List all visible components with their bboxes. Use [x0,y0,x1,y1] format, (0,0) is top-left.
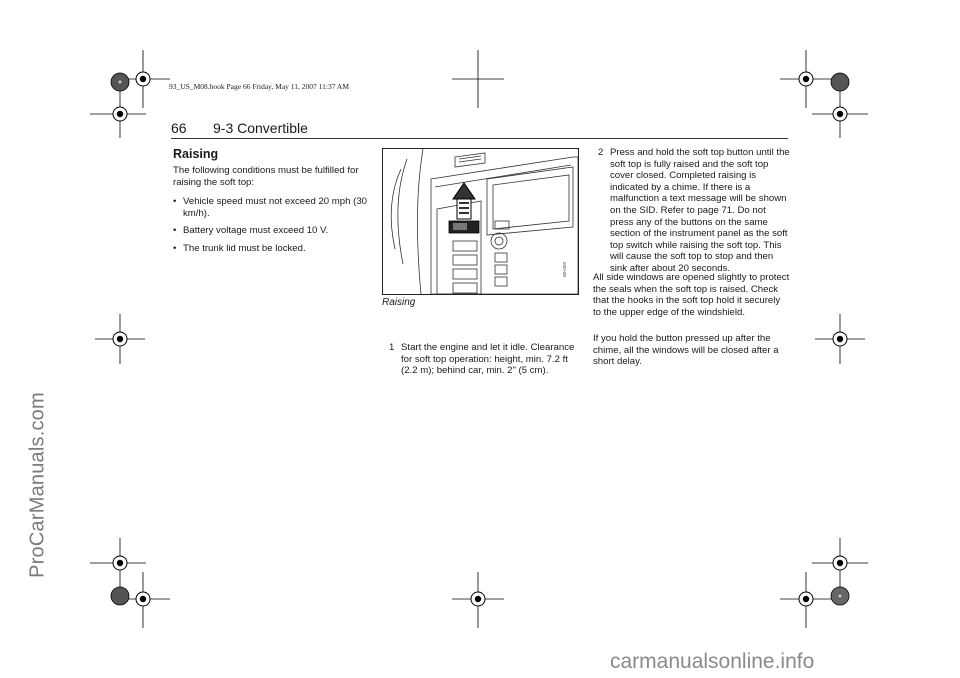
list-item: • Battery voltage must exceed 10 V. [173,225,373,237]
dashboard-curve [391,169,401,249]
side-watermark-text: ProCarManuals.com [26,392,49,578]
raise-arrow-icon [453,183,475,219]
bottom-watermark: carmanualsonline.info [610,650,815,673]
paragraph-windows: If you hold the button pressed up after the chime, all the windows will be closed after a short delay. [593,333,779,368]
list-item: • Vehicle speed must not exceed 20 mph (30 km/h). [173,196,373,219]
figure-code: IBH403 [562,261,567,277]
page-title: 9-3 Convertible [213,120,308,136]
corner-dot-icon [831,73,849,91]
intro-text: The following conditions must be fulfilled for raising the soft top: [173,165,359,188]
paragraph-seals: All side windows are opened slightly to protect the seals when the soft top is raised. Check that the hooks in the soft top hold it securely to the upper edge of the windshield. [593,272,790,318]
soft-top-button-illustration [382,148,579,295]
page-number: 66 [171,120,187,136]
step-text: Press and hold the soft top button until the soft top is fully raised and the soft top cover closed. Completed raising is indicated by a chime. If there is a malfunction a text message will be shown on the SID. Refer to page 71. Do not press any of the buttons on the same section of the instrument panel as the soft top switch while raising the soft top. This will cause the soft top to stop and then sink after about 20 seconds. [610,147,790,274]
step-number: 1 [389,342,395,353]
conditions-list [173,196,373,260]
section-heading: Raising [173,147,219,161]
step-text: Start the engine and let it idle. Clearance for soft top operation: height, min. 7.2 ft (2.2 m); behind car, min. 2" (5 cm). [401,342,575,377]
book-stamp: 93_US_M08.book Page 66 Friday, May 11, 2007 11:37 AM [169,82,349,91]
header-rule [171,138,788,139]
list-item: • The trunk lid must be locked. [173,243,373,255]
figure-caption: Raising [382,297,416,308]
knob-icon [491,233,507,249]
corner-dot-icon [111,587,129,605]
step-number: 2 [598,147,604,158]
